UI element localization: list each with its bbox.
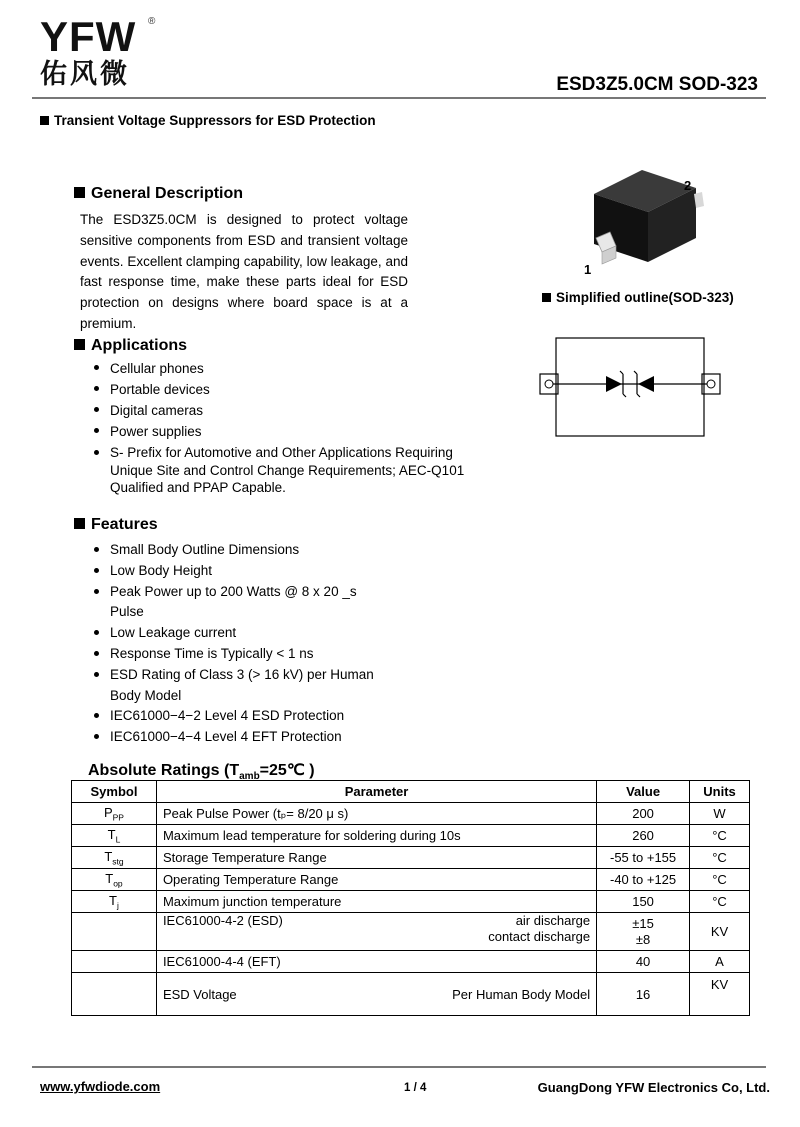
value-cell: 16: [597, 973, 690, 1016]
unit-cell: °C: [690, 847, 750, 869]
package-caption: Simplified outline(SOD-323): [542, 290, 734, 305]
symbol-cell: $T_{op}$: [72, 869, 157, 891]
column-header: Units: [690, 781, 750, 803]
website-link[interactable]: www.yfwdiode.com: [40, 1079, 161, 1094]
table-row: [72, 869, 750, 891]
column-header: Symbol: [72, 781, 157, 803]
square-bullet-icon: [74, 518, 85, 529]
pin1-label: 1: [584, 262, 592, 276]
parameter-cell: Peak Pulse Power (tₚ= 8/20 μ s): [156, 803, 596, 825]
value-cell: 260: [597, 825, 690, 847]
table-row: [72, 951, 750, 973]
table-header-row: [72, 781, 750, 803]
logo-latin-text: YFW: [40, 13, 137, 60]
symbol-cell: [72, 913, 157, 951]
footer-divider: [32, 1066, 766, 1068]
value-cell: -40 to +125: [597, 869, 690, 891]
features-heading: Features: [74, 516, 158, 534]
square-bullet-icon: [542, 293, 551, 302]
logo-chinese-text: 佑风微: [40, 59, 130, 90]
document-subtitle: [40, 113, 376, 128]
unit-cell: W: [690, 803, 750, 825]
registered-mark: ®: [148, 16, 156, 27]
unit-cell: °C: [690, 825, 750, 847]
list-item: IEC61000−4−4 Level 4 EFT Protection: [94, 727, 394, 748]
header-divider: [32, 97, 766, 99]
symbol-cell: [72, 973, 157, 1016]
applications-heading: Applications: [74, 337, 187, 355]
parameter-cell: Per Human Body Model ESD Voltage: [156, 973, 596, 1016]
list-item: Small Body Outline Dimensions: [94, 540, 394, 561]
symbol-cell: $P_{PP}$: [72, 803, 157, 825]
symbol-cell: $T_L$: [72, 825, 157, 847]
symbol-cell: $T_{stg}$: [72, 847, 157, 869]
ratings-title: Absolute Ratings ($T_{amb}=25℃$ ): [88, 762, 315, 783]
parameter-cell: IEC61000-4-4 (EFT): [156, 951, 596, 973]
unit-cell: °C: [690, 891, 750, 913]
column-header: Value: [597, 781, 690, 803]
subtitle-text: Transient Voltage Suppressors for ESD Protection: [54, 113, 376, 128]
unit-cell: A: [690, 951, 750, 973]
absolute-ratings-table: [71, 780, 750, 1016]
list-item: Power supplies: [94, 421, 474, 442]
column-header: Parameter: [156, 781, 596, 803]
table-row: [72, 913, 750, 951]
table-row: [72, 847, 750, 869]
symbol-cell: $T_j$: [72, 891, 157, 913]
unit-cell: KV: [690, 913, 750, 951]
company-logo: [40, 13, 160, 96]
list-item: Peak Power up to 200 Watts @ 8 x 20 _s Pulse: [94, 582, 394, 624]
part-title: ESD3Z5.0CM SOD-323: [556, 74, 758, 95]
list-item: IEC61000−4−2 Level 4 ESD Protection: [94, 706, 394, 727]
value-cell: 150: [597, 891, 690, 913]
general-description-text: The ESD3Z5.0CM is designed to protect voltage sensitive components from ESD and transient voltage events. Excellent clamping capability, low leakage, and fast response time, make these parts ideal for ESD protection on designs where board space is at a premium.: [80, 212, 408, 331]
symbol-cell: [72, 951, 157, 973]
list-item: Portable devices: [94, 379, 474, 400]
pin2-label: 2: [684, 178, 692, 193]
value-cell: ±15 ±8: [597, 913, 690, 951]
package-image: [570, 166, 710, 276]
table-row: [72, 973, 750, 1016]
value-cell: 200: [597, 803, 690, 825]
parameter-cell: Storage Temperature Range: [156, 847, 596, 869]
table-row: [72, 825, 750, 847]
list-item: Low Leakage current: [94, 623, 394, 644]
table-row: [72, 891, 750, 913]
square-bullet-icon: [74, 187, 85, 198]
list-item: Response Time is Typically < 1 ns: [94, 644, 394, 665]
bidirectional-tvs-diagram-icon: [530, 334, 730, 440]
parameter-cell: air discharge contact discharge IEC61000-4-2 (ESD): [156, 913, 596, 951]
value-cell: 40: [597, 951, 690, 973]
company-name: GuangDong YFW Electronics Co, Ltd.: [537, 1080, 770, 1095]
list-item: Cellular phones: [94, 358, 474, 379]
features-list: [94, 540, 394, 748]
value-cell: -55 to +155: [597, 847, 690, 869]
discharge-notes: air discharge contact discharge: [488, 913, 591, 944]
unit-cell: °C: [690, 869, 750, 891]
parameter-cell: Maximum junction temperature: [156, 891, 596, 913]
list-item: Digital cameras: [94, 400, 474, 421]
list-item: Low Body Height: [94, 561, 394, 582]
list-item: S- Prefix for Automotive and Other Applications Requiring Unique Site and Control Change Requirements; AEC-Q101 Qualified and PPAP Capable.: [94, 444, 474, 497]
unit-cell: KV: [690, 973, 750, 1016]
general-description-heading: General Description: [74, 185, 243, 203]
parameter-cell: Operating Temperature Range: [156, 869, 596, 891]
list-item: ESD Rating of Class 3 (> 16 kV) per Human Body Model: [94, 665, 394, 707]
applications-list: [94, 358, 474, 497]
page-number: 1 / 4: [404, 1082, 427, 1094]
square-bullet-icon: [74, 339, 85, 350]
table-row: [72, 803, 750, 825]
square-bullet-icon: [40, 116, 49, 125]
parameter-cell: Maximum lead temperature for soldering during 10s: [156, 825, 596, 847]
